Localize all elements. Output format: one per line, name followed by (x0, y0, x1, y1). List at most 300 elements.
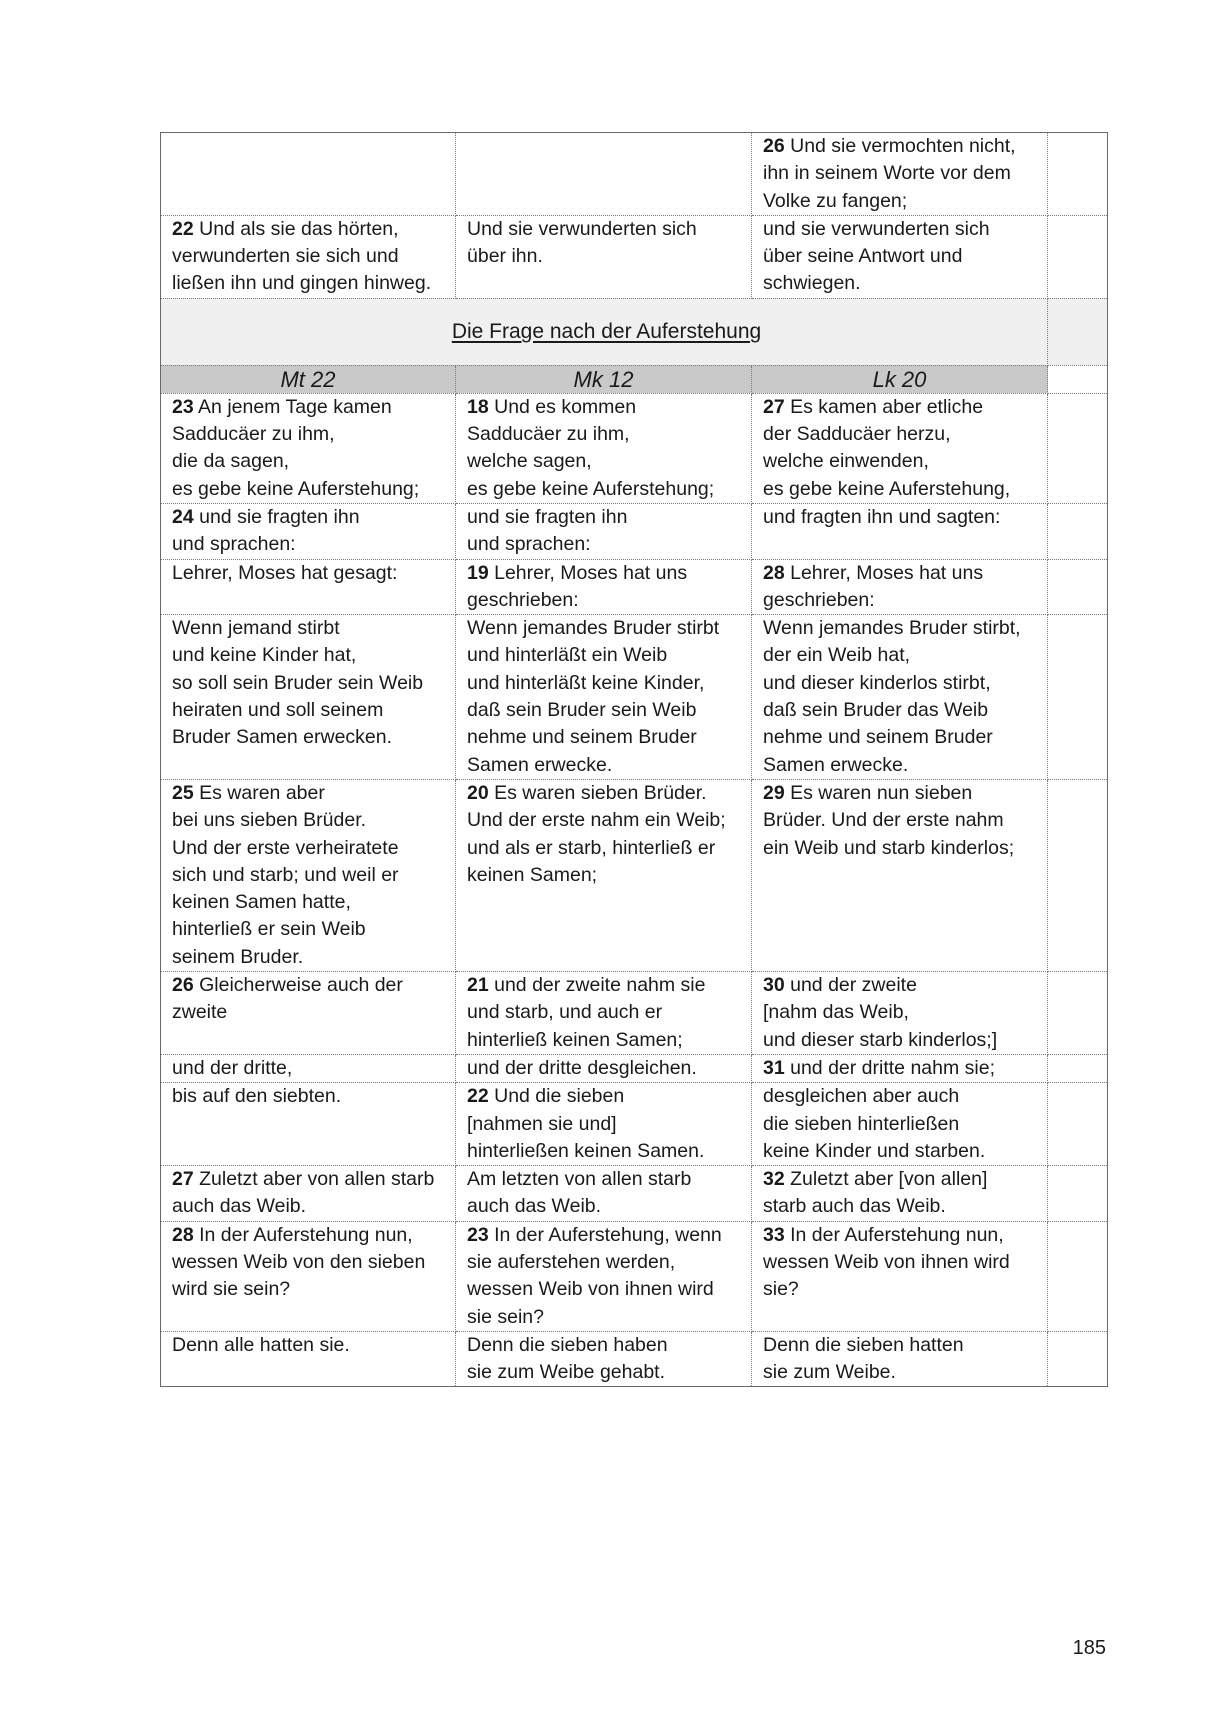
empty-column-cell (1048, 1166, 1108, 1222)
verse-cell-lk (752, 1166, 1048, 1222)
verse-text: Es kamen aber etliche (784, 395, 984, 418)
verse-line (172, 1166, 449, 1193)
verse-line (763, 476, 1041, 503)
verse-line (763, 504, 1041, 531)
verse-line (172, 670, 449, 697)
verse-line (467, 476, 745, 503)
verse-line (467, 972, 745, 999)
verse-line (763, 724, 1041, 751)
verse-text: Lehrer, Moses hat gesagt: (172, 561, 398, 584)
empty-column-cell (1048, 133, 1108, 216)
verse-text: sie zum Weibe gehabt. (467, 1361, 665, 1384)
verse-text: Und sie verwunderten sich (467, 217, 697, 240)
verse-text: In der Auferstehung, wenn (488, 1223, 722, 1246)
verse-cell-lk (752, 972, 1048, 1055)
verse-text: seinem Bruder. (172, 945, 304, 968)
verse-cell-mk (456, 1166, 752, 1222)
verse-text: Gleicherweise auch der (193, 974, 403, 997)
verse-cell-mk (456, 559, 752, 615)
verse-number: 27 (763, 395, 785, 418)
verse-cell-mt (161, 1221, 456, 1331)
verse-text: ließen ihn und gingen hinweg. (172, 272, 432, 295)
synopsis-row (161, 1083, 1108, 1166)
verse-text: Samen erwecke. (763, 753, 909, 776)
verse-cell-mk (456, 615, 752, 780)
verse-text: Bruder Samen erwecken. (172, 726, 393, 749)
verse-text: Lehrer, Moses hat uns (784, 561, 984, 584)
empty-column-cell (1048, 1221, 1108, 1331)
verse-cell-lk (752, 615, 1048, 780)
verse-line (763, 1359, 1041, 1386)
verse-text: hinterließ keinen Samen; (467, 1028, 683, 1051)
verse-line (172, 476, 449, 503)
verse-line (467, 835, 745, 862)
verse-cell-lk (752, 559, 1048, 615)
verse-text: Es waren nun sieben (784, 781, 973, 804)
verse-line (172, 862, 449, 889)
verse-text: über seine Antwort und (763, 245, 963, 268)
verse-line (763, 1111, 1041, 1138)
verse-line (467, 1055, 745, 1082)
verse-line (172, 421, 449, 448)
verse-line (763, 1193, 1041, 1220)
verse-text: Und als sie das hörten, (193, 217, 399, 240)
empty-column-cell (1048, 298, 1108, 365)
verse-text: Volke zu fangen; (763, 189, 908, 212)
verse-line (172, 999, 449, 1026)
verse-cell-mk (456, 972, 752, 1055)
verse-number: 25 (172, 781, 194, 804)
verse-text: zweite (172, 1001, 228, 1024)
verse-text: auch das Weib. (172, 1195, 307, 1218)
synopsis-row (161, 779, 1108, 971)
verse-line (172, 243, 449, 270)
empty-column-cell (1048, 393, 1108, 503)
verse-line (467, 999, 745, 1026)
verse-line (467, 752, 745, 779)
verse-text: Denn alle hatten sie. (172, 1333, 350, 1356)
verse-text: welche sagen, (467, 450, 592, 473)
verse-line (172, 807, 449, 834)
verse-text: geschrieben: (763, 588, 875, 611)
verse-cell-mt (161, 1166, 456, 1222)
verse-text: ein Weib und starb kinderlos; (763, 836, 1015, 859)
synopsis-table (160, 132, 1108, 1387)
verse-cell-mt (161, 1331, 456, 1387)
verse-line (467, 1249, 745, 1276)
verse-line (172, 697, 449, 724)
page-number: 185 (1072, 1637, 1106, 1659)
verse-text: Lehrer, Moses hat uns (488, 561, 688, 584)
verse-line (467, 1359, 745, 1386)
verse-line (763, 670, 1041, 697)
verse-text: und sie fragten ihn (193, 505, 360, 528)
verse-line (467, 243, 745, 270)
verse-text: hinterließ er sein Weib (172, 918, 366, 941)
verse-text: hinterließen keinen Samen. (467, 1139, 705, 1162)
verse-cell-mt (161, 393, 456, 503)
verse-cell-mk (456, 1221, 752, 1331)
verse-text: Und die sieben (488, 1085, 625, 1108)
verse-line (763, 587, 1041, 614)
verse-line (763, 394, 1041, 421)
verse-cell-lk (752, 779, 1048, 971)
verse-text: und starb, und auch er (467, 1001, 663, 1024)
verse-number: 22 (467, 1085, 489, 1108)
verse-text: sie auferstehen werden, (467, 1250, 676, 1273)
verse-line (467, 421, 745, 448)
verse-line (763, 188, 1041, 215)
verse-text: Sadducäer zu ihm, (172, 423, 335, 446)
verse-line (172, 1249, 449, 1276)
verse-line (763, 615, 1041, 642)
verse-cell-lk (752, 133, 1048, 216)
verse-text: An jenem Tage kamen (193, 395, 392, 418)
verse-text: nehme und seinem Bruder (467, 726, 697, 749)
verse-line (467, 1276, 745, 1303)
synopsis-row (161, 503, 1108, 559)
verse-number: 20 (467, 781, 489, 804)
verse-line (172, 448, 449, 475)
verse-text: und der zweite (784, 974, 917, 997)
empty-column-cell (1048, 972, 1108, 1055)
verse-text: Und der erste nahm ein Weib; (467, 809, 726, 832)
verse-line (763, 421, 1041, 448)
verse-line (763, 243, 1041, 270)
empty-column-cell (1048, 1083, 1108, 1166)
verse-text: daß sein Bruder sein Weib (467, 699, 697, 722)
verse-line (172, 216, 449, 243)
verse-line (763, 1055, 1041, 1082)
verse-text: Es waren sieben Brüder. (488, 781, 707, 804)
verse-text: daß sein Bruder das Weib (763, 699, 989, 722)
verse-text: und keine Kinder hat, (172, 644, 357, 667)
synopsis-row (161, 215, 1108, 298)
verse-text: und hinterläßt ein Weib (467, 644, 668, 667)
empty-column-cell (1048, 365, 1108, 393)
verse-cell-mk (456, 1054, 752, 1082)
verse-line (467, 697, 745, 724)
verse-number: 18 (467, 395, 489, 418)
verse-text: auch das Weib. (467, 1195, 602, 1218)
verse-text: Denn die sieben hatten (763, 1333, 964, 1356)
verse-line (172, 1332, 449, 1359)
verse-line (763, 216, 1041, 243)
verse-line (763, 1222, 1041, 1249)
synopsis-row (161, 1166, 1108, 1222)
verse-line (467, 670, 745, 697)
verse-text: und sie verwunderten sich (763, 217, 990, 240)
verse-cell-mk (456, 133, 752, 216)
verse-text: sie zum Weibe. (763, 1361, 896, 1384)
verse-text: es gebe keine Auferstehung, (763, 477, 1011, 500)
verse-number: 19 (467, 561, 489, 584)
verse-cell-lk (752, 1054, 1048, 1082)
verse-cell-mk (456, 779, 752, 971)
verse-line (172, 1276, 449, 1303)
empty-column-cell (1048, 215, 1108, 298)
verse-cell-mt (161, 503, 456, 559)
verse-text: bis auf den siebten. (172, 1085, 342, 1108)
verse-text: [nahm das Weib, (763, 1001, 909, 1024)
verse-line (763, 999, 1041, 1026)
section-title: Die Frage nach der Auferstehung (451, 320, 762, 344)
verse-line (763, 1332, 1041, 1359)
verse-text: keinen Samen; (467, 863, 598, 886)
verse-text: In der Auferstehung nun, (193, 1223, 413, 1246)
verse-cell-lk (752, 503, 1048, 559)
column-header-mt: Mt 22 (161, 365, 456, 393)
verse-line (763, 642, 1041, 669)
verse-line (763, 807, 1041, 834)
verse-cell-lk (752, 1083, 1048, 1166)
verse-text: über ihn. (467, 245, 543, 268)
verse-number: 29 (763, 781, 785, 804)
verse-text: Am letzten von allen starb (467, 1168, 692, 1191)
verse-text: es gebe keine Auferstehung; (172, 477, 420, 500)
verse-text: wessen Weib von den sieben (172, 1250, 426, 1273)
empty-column-cell (1048, 779, 1108, 971)
verse-text: und als er starb, hinterließ er (467, 836, 716, 859)
verse-text: verwunderten sie sich und (172, 245, 399, 268)
verse-text: Wenn jemandes Bruder stirbt, (763, 617, 1021, 640)
verse-cell-mk (456, 1331, 752, 1387)
verse-cell-mt (161, 779, 456, 971)
verse-number: 32 (763, 1168, 785, 1191)
verse-text: und der dritte, (172, 1056, 293, 1079)
verse-text: wird sie sein? (172, 1278, 291, 1301)
verse-cell-mt (161, 615, 456, 780)
verse-line (763, 1027, 1041, 1054)
synopsis-row (161, 393, 1108, 503)
verse-line (763, 160, 1041, 187)
verse-text: Sadducäer zu ihm, (467, 423, 630, 446)
verse-text: und hinterläßt keine Kinder, (467, 671, 705, 694)
verse-line (172, 1055, 449, 1082)
synopsis-body (161, 133, 1108, 1387)
verse-text: Zuletzt aber von allen starb (193, 1168, 435, 1191)
verse-line (172, 1083, 449, 1110)
verse-text: Brüder. Und der erste nahm (763, 809, 1004, 832)
verse-text: keine Kinder und starben. (763, 1139, 986, 1162)
verse-cell-mk (456, 215, 752, 298)
verse-text: und fragten ihn und sagten: (763, 505, 1001, 528)
synopsis-row (161, 1331, 1108, 1387)
verse-line (763, 972, 1041, 999)
verse-line (467, 724, 745, 751)
verse-line (467, 1083, 745, 1110)
verse-text: die sieben hinterließen (763, 1112, 960, 1135)
verse-line (467, 1166, 745, 1193)
empty-column-cell (1048, 615, 1108, 780)
verse-line (172, 504, 449, 531)
verse-text: sich und starb; und weil er (172, 863, 399, 886)
verse-line (763, 270, 1041, 297)
verse-line (467, 1304, 745, 1331)
verse-line (763, 1138, 1041, 1165)
empty-column-cell (1048, 1331, 1108, 1387)
verse-text: [nahmen sie und] (467, 1112, 617, 1135)
verse-line (172, 615, 449, 642)
verse-text: heiraten und soll seinem (172, 699, 384, 722)
verse-text: wessen Weib von ihnen wird (763, 1250, 1010, 1273)
column-header-lk: Lk 20 (752, 365, 1048, 393)
verse-line (172, 972, 449, 999)
verse-line (172, 780, 449, 807)
verse-line (172, 560, 449, 587)
verse-cell-mt (161, 133, 456, 216)
verse-cell-lk (752, 215, 1048, 298)
verse-line (467, 780, 745, 807)
verse-text: es gebe keine Auferstehung; (467, 477, 715, 500)
verse-text: schwiegen. (763, 272, 861, 295)
verse-line (172, 1222, 449, 1249)
verse-number: 21 (467, 974, 489, 997)
verse-number: 26 (172, 974, 194, 997)
verse-text: sie? (763, 1278, 799, 1301)
synopsis-row (161, 615, 1108, 780)
verse-text: Und sie vermochten nicht, (784, 135, 1016, 157)
verse-line (172, 1193, 449, 1220)
verse-number: 30 (763, 974, 785, 997)
verse-cell-lk (752, 393, 1048, 503)
verse-line (172, 270, 449, 297)
verse-line (763, 1166, 1041, 1193)
verse-line (763, 1276, 1041, 1303)
verse-line (763, 1249, 1041, 1276)
verse-line (467, 642, 745, 669)
verse-text: Denn die sieben haben (467, 1333, 668, 1356)
verse-line (467, 1138, 745, 1165)
verse-line (763, 1083, 1041, 1110)
verse-text: welche einwenden, (763, 450, 929, 473)
verse-line (172, 642, 449, 669)
synopsis-row (161, 1221, 1108, 1331)
verse-text: desgleichen aber auch (763, 1085, 960, 1108)
verse-line (763, 780, 1041, 807)
verse-cell-mt (161, 1083, 456, 1166)
verse-text: und dieser kinderlos stirbt, (763, 671, 991, 694)
verse-line (467, 1027, 745, 1054)
verse-number: 28 (763, 561, 785, 584)
verse-text: und dieser starb kinderlos;] (763, 1028, 998, 1051)
verse-line (172, 531, 449, 558)
verse-cell-mk (456, 393, 752, 503)
verse-line (172, 889, 449, 916)
synopsis-row (161, 559, 1108, 615)
verse-text: bei uns sieben Brüder. (172, 809, 367, 832)
verse-text: so soll sein Bruder sein Weib (172, 671, 424, 694)
verse-line (467, 615, 745, 642)
column-header-mk: Mk 12 (456, 365, 752, 393)
verse-number: 33 (763, 1223, 785, 1246)
verse-number: 23 (172, 395, 194, 418)
synopsis-row (161, 972, 1108, 1055)
verse-number: 27 (172, 1168, 194, 1191)
empty-column-cell (1048, 503, 1108, 559)
verse-number: 31 (763, 1056, 785, 1079)
empty-column-cell (1048, 559, 1108, 615)
verse-text: nehme und seinem Bruder (763, 726, 993, 749)
section-heading-row (161, 298, 1108, 365)
verse-number: 24 (172, 505, 194, 528)
verse-number: 28 (172, 1223, 194, 1246)
verse-cell-mt (161, 215, 456, 298)
verse-line (763, 560, 1041, 587)
verse-line (467, 1222, 745, 1249)
verse-text: keinen Samen hatte, (172, 891, 351, 914)
verse-line (467, 448, 745, 475)
verse-number: 22 (172, 217, 194, 240)
synopsis-row (161, 133, 1108, 216)
verse-text: der ein Weib hat, (763, 644, 911, 667)
verse-text: Und der erste verheiratete (172, 836, 399, 859)
verse-text: die da sagen, (172, 450, 290, 473)
verse-line (467, 807, 745, 834)
section-heading-cell (161, 298, 1048, 365)
verse-text: wessen Weib von ihnen wird (467, 1278, 714, 1301)
verse-line (172, 944, 449, 971)
verse-line (467, 587, 745, 614)
verse-line (467, 560, 745, 587)
verse-cell-lk (752, 1221, 1048, 1331)
verse-line (467, 1111, 745, 1138)
verse-cell-lk (752, 1331, 1048, 1387)
verse-line (763, 835, 1041, 862)
empty-column-cell (1048, 1054, 1108, 1082)
verse-line (467, 862, 745, 889)
verse-line (467, 1332, 745, 1359)
verse-line (467, 531, 745, 558)
verse-text: und sprachen: (172, 533, 296, 556)
verse-cell-mk (456, 503, 752, 559)
verse-number: 26 (763, 135, 785, 157)
verse-line (763, 133, 1041, 160)
verse-cell-mt (161, 559, 456, 615)
verse-text: und der zweite nahm sie (488, 974, 706, 997)
verse-line (467, 504, 745, 531)
verse-line (172, 916, 449, 943)
verse-text: geschrieben: (467, 588, 579, 611)
verse-text: Zuletzt aber [von allen] (784, 1168, 988, 1191)
verse-number: 23 (467, 1223, 489, 1246)
verse-cell-mt (161, 972, 456, 1055)
verse-cell-mt (161, 1054, 456, 1082)
verse-text: ihn in seinem Worte vor dem (763, 162, 1011, 185)
verse-line (172, 724, 449, 751)
verse-text: und der dritte nahm sie; (784, 1056, 995, 1079)
verse-text: der Sadducäer herzu, (763, 423, 951, 446)
verse-line (467, 394, 745, 421)
verse-text: Wenn jemand stirbt (172, 617, 340, 640)
verse-line (172, 394, 449, 421)
verse-text: und sprachen: (467, 533, 591, 556)
verse-line (763, 752, 1041, 779)
verse-text: Und es kommen (488, 395, 637, 418)
verse-text: sie sein? (467, 1305, 544, 1328)
verse-line (467, 216, 745, 243)
verse-text: Samen erwecke. (467, 753, 613, 776)
verse-text: starb auch das Weib. (763, 1195, 946, 1218)
verse-text: und sie fragten ihn (467, 505, 628, 528)
verse-text: Es waren aber (193, 781, 325, 804)
verse-text: und der dritte desgleichen. (467, 1056, 697, 1079)
synopsis-row (161, 1054, 1108, 1082)
verse-line (763, 697, 1041, 724)
verse-line (467, 1193, 745, 1220)
verse-text: Wenn jemandes Bruder stirbt (467, 617, 720, 640)
verse-line (763, 448, 1041, 475)
